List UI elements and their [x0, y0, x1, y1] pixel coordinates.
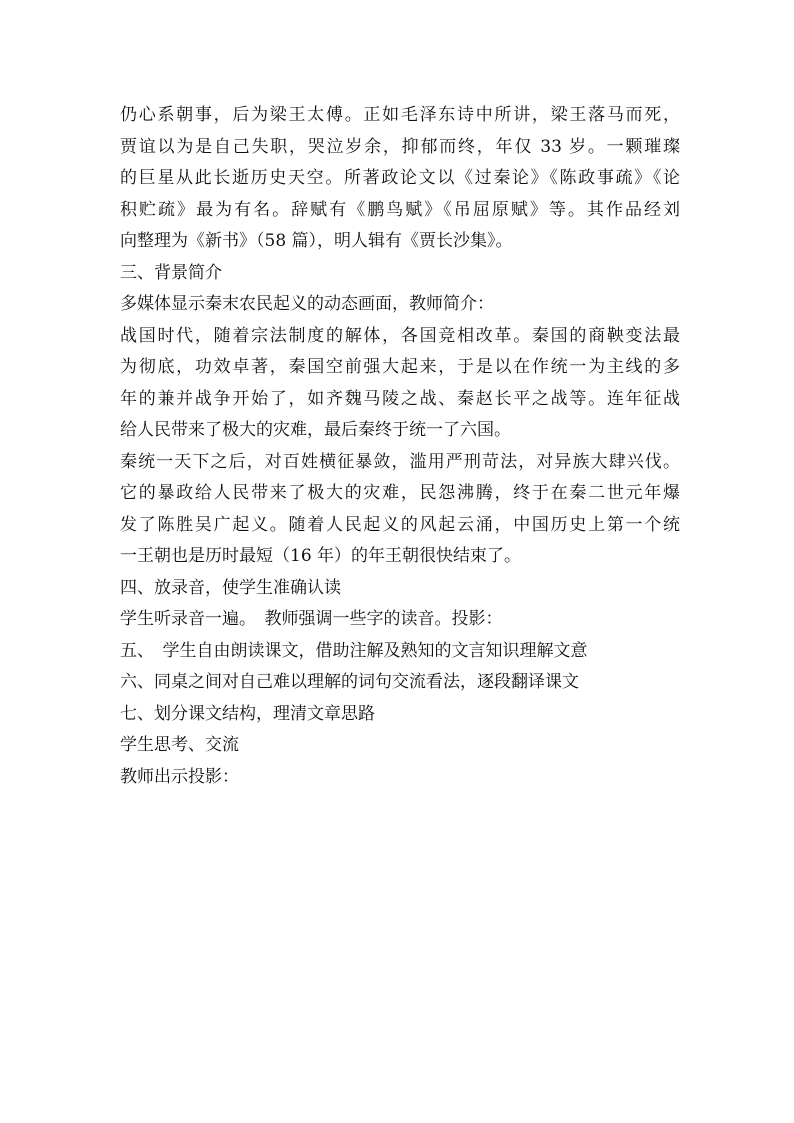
text-line: 年的兼并战争开始了，如齐魏马陵之战、秦赵长平之战等。连年征战 — [120, 388, 680, 409]
text-line: 五、 学生自由朗读课文，借助注解及熟知的文言知识理解文意 — [120, 640, 588, 661]
text-line: 六、同桌之间对自己难以理解的词句交流看法，逐段翻译课文 — [120, 672, 579, 692]
text-line: 的巨星从此长逝历史天空。所著政论文以《过秦论》《陈政事疏》《论 — [120, 168, 680, 188]
text-line: 七、划分课文结构，理清文章思路 — [120, 703, 375, 724]
text-line: 学生听录音一遍。 教师强调一些字的读音。投影： — [120, 609, 503, 629]
text-line: 秦统一天下之后，对百姓横征暴敛，滥用严刑苛法，对异族大肆兴伐。 — [120, 451, 680, 472]
text-line: 多媒体显示秦末农民起义的动态画面，教师简介： — [120, 294, 494, 314]
text-line: 教师出示投影： — [120, 766, 239, 787]
text-line: 仍心系朝事，后为梁王太傅。正如毛泽东诗中所讲，梁王落马而死， — [120, 105, 680, 125]
text-line: 发了陈胜吴广起义。随着人民起义的风起云涌，中国历史上第一个统 — [120, 514, 680, 535]
text-line: 它的暴政给人民带来了极大的灾难，民怨沸腾，终于在秦二世元年爆 — [120, 483, 680, 503]
text-line: 向整理为《新书》（58 篇），明人辑有《贾长沙集》。 — [120, 231, 513, 251]
text-line: 贾谊以为是自己失职，哭泣岁余，抑郁而终，年仅 33 岁。一颗璀璨 — [120, 136, 680, 157]
text-line: 一王朝也是历时最短（16 年）的年王朝很快结束了。 — [120, 546, 522, 566]
document-body — [120, 100, 680, 793]
text-line: 四、放录音，使学生准确认读 — [120, 577, 341, 598]
text-line: 三、背景简介 — [120, 262, 222, 283]
text-line: 为彻底，功效卓著，秦国空前强大起来，于是以在作统一为主线的多 — [120, 357, 680, 377]
text-line: 战国时代，随着宗法制度的解体，各国竞相改革。秦国的商鞅变法最 — [120, 325, 680, 346]
text-line: 给人民带来了极大的灾难，最后秦终于统一了六国。 — [120, 420, 511, 440]
text-line: 积贮疏》最为有名。辞赋有《鹏鸟赋》《吊屈原赋》等。其作品经刘 — [120, 199, 680, 220]
text-line: 学生思考、交流 — [120, 735, 239, 755]
